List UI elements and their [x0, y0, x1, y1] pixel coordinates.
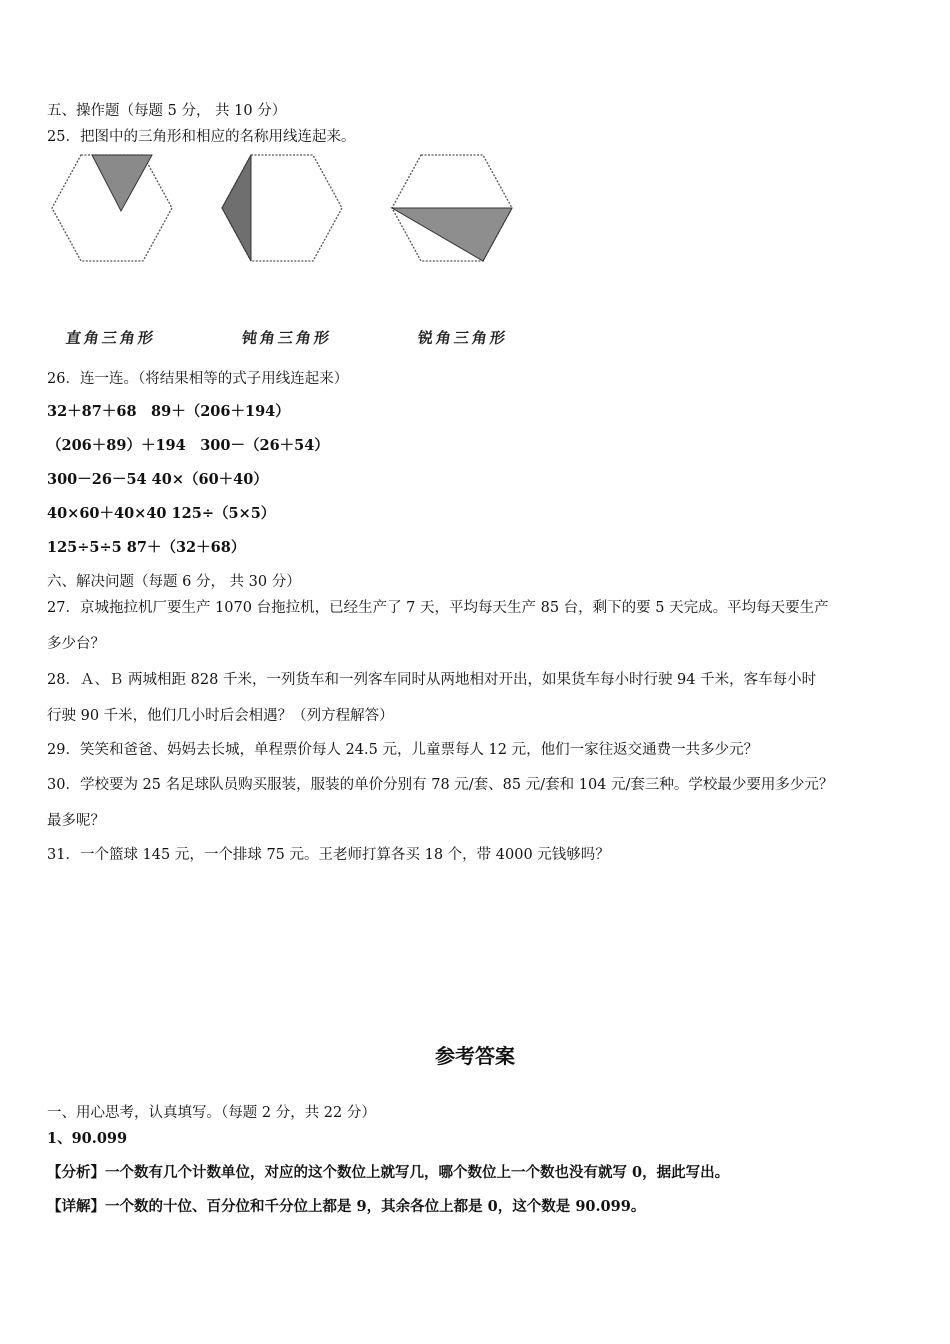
question-27-line2: 多少台？ — [47, 636, 105, 652]
answer-1: 1、90.099 — [47, 1130, 128, 1147]
hexagon-figure-2 — [220, 150, 344, 266]
answer-1-detail: 【详解】一个数的十位、百分位和千分位上都是 9，其余各位上都是 0，这个数是 90.099。 — [47, 1198, 646, 1215]
section6-heading: 六、解决问题（每题 6 分， 共 30 分） — [47, 574, 301, 590]
label-right-triangle: 直角三角形 — [64, 329, 158, 347]
section5-heading: 五、操作题（每题 5 分， 共 10 分） — [47, 103, 287, 119]
q26-row-2: （206＋89）＋194 300－（26＋54） — [47, 437, 329, 454]
question-29: 29．笑笑和爸爸、妈妈去长城，单程票价每人 24.5 元，儿童票每人 12 元，他们一家往返交通费一共多少元？ — [47, 742, 759, 758]
label-acute-triangle: 锐角三角形 — [416, 329, 510, 347]
answers-section1-heading: 一、用心思考，认真填写。（每题 2 分，共 22 分） — [47, 1105, 376, 1121]
question-25: 25．把图中的三角形和相应的名称用线连起来。 — [47, 129, 356, 145]
question-30-line1: 30．学校要为 25 名足球队员购买服装，服装的单价分别有 78 元/套、85 元/套和 104 元/套三种。学校最少要用多少元？ — [47, 777, 834, 793]
hexagon-figure-3 — [390, 150, 514, 266]
label-obtuse-triangle: 钝角三角形 — [240, 329, 334, 347]
question-28-line1: 28．Ａ、Ｂ 两城相距 828 千米，一列货车和一列客车同时从两地相对开出，如果货车每小时行驶 94 千米，客车每小时 — [47, 672, 817, 688]
triangle-figures — [40, 150, 540, 270]
q26-row-1: 32＋87＋68 89＋（206＋194） — [47, 403, 290, 420]
question-30-line2: 最多呢？ — [47, 813, 105, 829]
question-31: 31．一个篮球 145 元，一个排球 75 元。王老师打算各买 18 个，带 4000 元钱够吗？ — [47, 847, 610, 863]
hexagon-figure-1 — [50, 150, 174, 266]
q26-row-5: 125÷5÷5 87＋（32＋68） — [47, 539, 246, 556]
question-26-intro: 26．连一连。（将结果相等的式子用线连起来） — [47, 371, 349, 387]
q26-row-3: 300－26－54 40×（60＋40） — [47, 471, 268, 488]
q26-row-4: 40×60＋40×40 125÷（5×5） — [47, 505, 276, 522]
triangle-name-labels — [66, 327, 566, 351]
question-28-line2: 行驶 90 千米，他们几小时后会相遇？（列方程解答） — [47, 708, 394, 724]
question-27-line1: 27．京城拖拉机厂要生产 1070 台拖拉机，已经生产了 7 天，平均每天生产 85 台，剩下的要 5 天完成。平均每天要生产 — [47, 600, 829, 616]
answers-title: 参考答案 — [435, 1044, 515, 1068]
answer-1-analysis: 【分析】一个数有几个计数单位，对应的这个数位上就写几，哪个数位上一个数也没有就写 0，据此写出。 — [47, 1164, 730, 1181]
